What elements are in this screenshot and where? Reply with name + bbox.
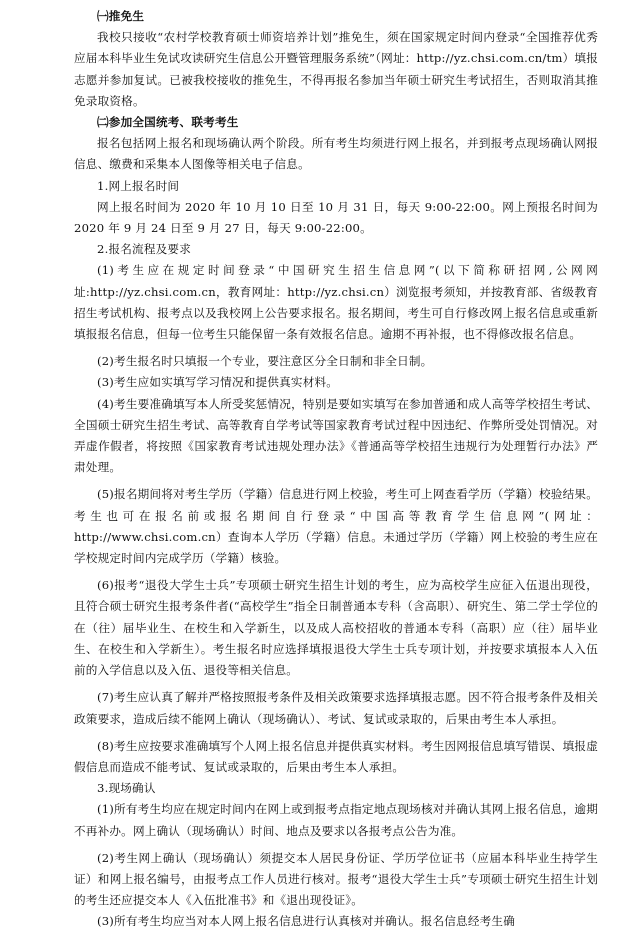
paragraph: (5)报名期间将对考生学历（学籍）信息进行网上校验，考生可上网查看学历（学籍）校验结果。考生也可在报名前或报名期间自行登录“中国高等教育学生信息网”(网址：http://www.chsi.com.cn）查询本人学历（学籍）信息。未通过学历（学籍）网上校验的考生应在学校规定时间内完成学历（学籍）核验。 xyxy=(74,487,598,566)
subheading-onsite-confirmation: 3.现场确认 xyxy=(97,781,156,796)
paragraph: 报名包括网上报名和现场确认两个阶段。所有考生均须进行网上报名，并到报考点现场确认网报信息、缴费和采集本人图像等相关电子信息。 xyxy=(74,136,598,172)
paragraph: (2)考生网上确认（现场确认）须提交本人居民身份证、学历学位证书（应届本科毕业生持学生证）和网上报名编号，由报考点工作人员进行核对。报考“退役大学生士兵”专项硕士研究生招生计划的考生还应提交本人《入伍批准书》和《退出现役证》。 xyxy=(74,850,598,908)
paragraph: (3)所有考生均应当对本人网上报名信息进行认真核对并确认。报名信息经考生确 xyxy=(97,914,516,929)
paragraph: (8)考生应按要求准确填写个人网上报名信息并提供真实材料。考生因网报信息填写错误、填报虚假信息而造成不能考试、复试或录取的，后果由考生本人承担。 xyxy=(74,738,598,774)
subheading-online-registration-time: 1.网上报名时间 xyxy=(97,178,180,193)
paragraph: 网上报名时间为 2020 年 10 月 10 日至 10 月 31 日，每天 9:00-22:00。网上预报名时间为 2020 年 9 月 24 日至 9 月 27 日，每天 9:00-22:00。 xyxy=(74,199,598,236)
paragraph: (7)考生应认真了解并严格按照报考条件及相关政策要求选择填报志愿。因不符合报考条件及相关政策要求，造成后续不能网上确认（现场确认）、考试、复试或录取的，后果由考生本人承担。 xyxy=(74,690,598,726)
paragraph: (6)报考“退役大学生士兵”专项硕士研究生招生计划的考生，应为高校学生应征入伍退出现役，且符合硕士研究生报考条件者(“高校学生”指全日制普通本专科（含高职）、研究生、第二学士学位的在（往）届毕业生、在校生和入学新生，以及成人高校招收的普通本专科（高职）应（往）届毕业生、在校生和入学新生）。考生报名时应选择填报退役大学生士兵专项计划，并按要求填报本人入伍前的入学信息以及入伍、退役等相关信息。 xyxy=(74,578,598,678)
paragraph: (3)考生应如实填写学习情况和提供真实材料。 xyxy=(97,375,339,390)
paragraph: (1)考生应在规定时间登录“中国研究生招生信息网”(以下简称研招网,公网网址:http://yz.chsi.com.cn，教育网址：http://yz.chsi.cn）浏览报考须知，并按教育部、省级教育招生考试机构、报考点以及我校网上公告要求报名。报名期间，考生可自行修改网上报名信息或重新填报报名信息，但每一位考生只能保留一条有效报名信息。逾期不再补报，也不得修改报名信息。 xyxy=(74,263,598,342)
section-heading-recommended: ㈠推免生 xyxy=(97,9,145,23)
paragraph: 我校只接收“农村学校教育硕士师资培养计划”推免生，须在国家规定时间内登录“全国推荐优秀应届本科毕业生免试攻读研究生信息公开暨管理服务系统”（网址：http://yz.chsi.com.cn/tm）填报志愿并参加复试。已被我校接收的推免生，不得再报名参加当年硕士研究生考试招生，否则取消其推免录取资格。 xyxy=(74,30,598,108)
paragraph: (1)所有考生均应在规定时间内在网上或到报考点指定地点现场核对并确认其网上报名信息，逾期不再补办。网上确认（现场确认）时间、地点及要求以各报考点公告为准。 xyxy=(74,802,598,838)
section-heading-exam-candidates: ㈡参加全国统考、联考考生 xyxy=(97,115,239,130)
subheading-registration-process: 2.报名流程及要求 xyxy=(97,242,192,257)
paragraph: (2)考生报名时只填报一个专业，要注意区分全日制和非全日制。 xyxy=(97,354,433,369)
paragraph: (4)考生要准确填写本人所受奖惩情况，特别是要如实填写在参加普通和成人高等学校招生考试、全国硕士研究生招生考试、高等教育自学考试等国家教育考试过程中因违纪、作弊所受处罚情况。对弄虚作假者，将按照《国家教育考试违规处理办法》《普通高等学校招生违规行为处理暂行办法》严肃处理。 xyxy=(74,396,598,475)
